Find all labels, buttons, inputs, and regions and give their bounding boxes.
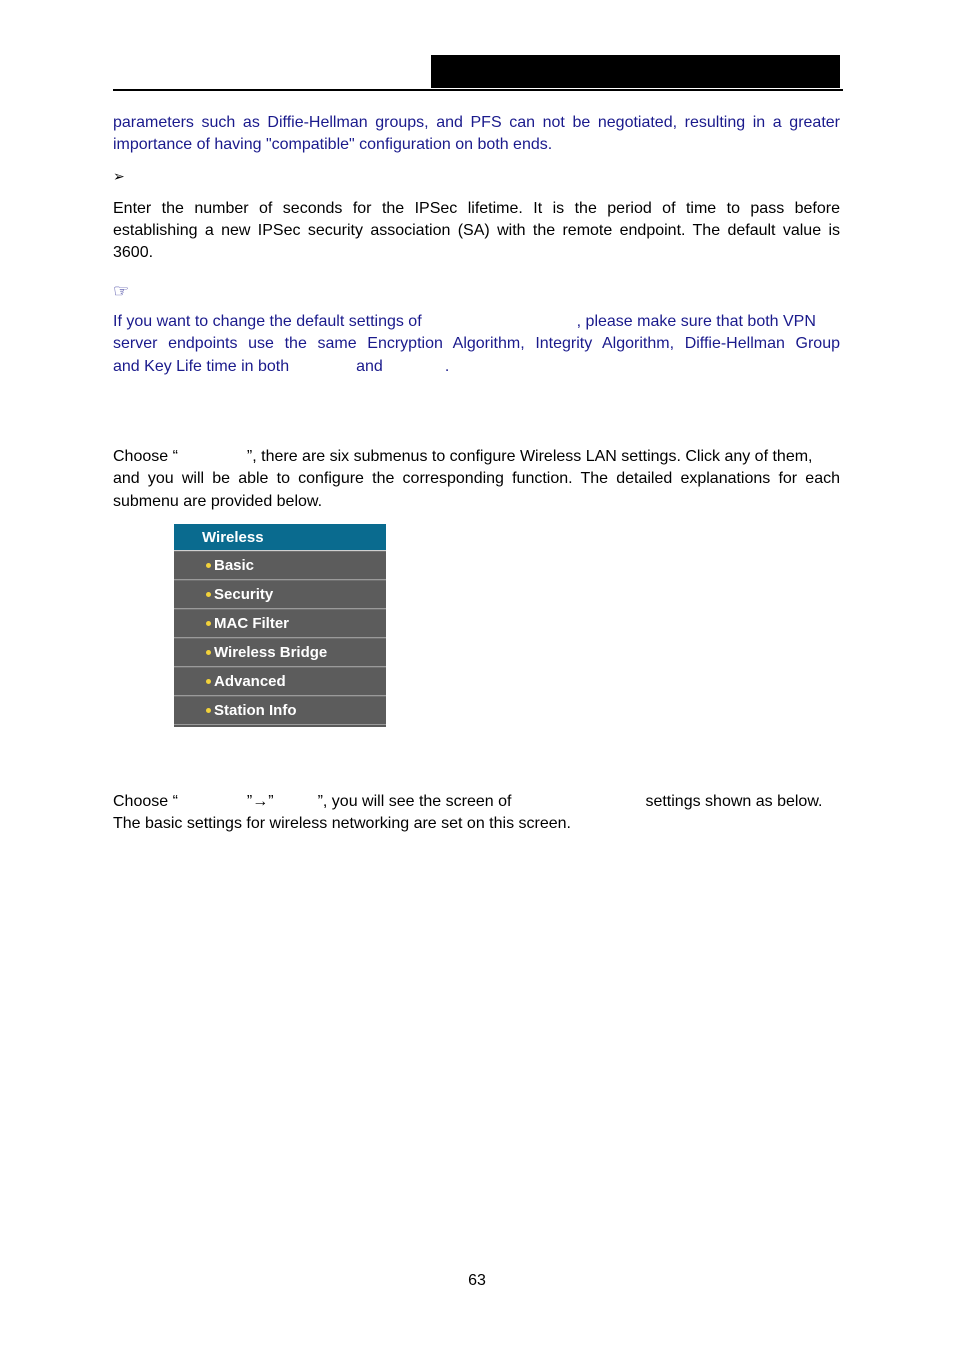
menu-item-wireless-bridge[interactable]: Wireless Bridge <box>174 638 386 667</box>
paragraph-4-line-2: The basic settings for wireless networking are set on this screen. <box>113 815 571 832</box>
bullet-icon: ➢ <box>113 168 125 184</box>
bullet-dot-icon <box>206 592 211 597</box>
menu-item-station-info[interactable]: Station Info <box>174 696 386 725</box>
bullet-dot-icon <box>206 708 211 713</box>
paragraph-4-line-1: Choose “ ”→” ”, you will see the screen of settings shown as below. <box>113 793 823 810</box>
menu-item-basic[interactable]: Basic <box>174 551 386 580</box>
paragraph-3-line-1: Choose “ ”, there are six submenus to configure Wireless LAN settings. Click any of them, <box>113 448 813 465</box>
paragraph-2-line-1: Enter the number of seconds for the IPSec lifetime. It is the period of time to pass before <box>113 200 840 217</box>
header-bar <box>431 55 840 88</box>
menu-item-advanced[interactable]: Advanced <box>174 667 386 696</box>
note-line-2: server endpoints use the same Encryption Algorithm, Integrity Algorithm, Diffie-Hellman Group <box>113 335 840 352</box>
paragraph-2-line-3: 3600. <box>113 244 154 261</box>
menu-item-security[interactable]: Security <box>174 580 386 609</box>
note-line-1: If you want to change the default settings of , please make sure that both VPN <box>113 313 816 330</box>
paragraph-3-line-2: and you will be able to configure the corresponding function. The detailed explanations for each <box>113 470 840 487</box>
header-rule <box>113 89 843 91</box>
paragraph-1-line-1: parameters such as Diffie-Hellman groups, and PFS can not be negotiated, resulting in a greater <box>113 114 840 131</box>
menu-header-wireless[interactable]: Wireless <box>174 524 386 551</box>
page-number: 63 <box>468 1272 486 1289</box>
paragraph-3-line-3: submenu are provided below. <box>113 493 323 510</box>
bullet-dot-icon <box>206 621 211 626</box>
note-line-3: and Key Life time in both and . <box>113 358 450 375</box>
paragraph-2-line-2: establishing a new IPSec security association (SA) with the remote endpoint. The default value is <box>113 222 840 239</box>
note-hand-icon: ☞ <box>113 281 130 301</box>
wireless-menu <box>174 524 386 727</box>
menu-item-mac-filter[interactable]: MAC Filter <box>174 609 386 638</box>
paragraph-1-line-2: importance of having "compatible" configuration on both ends. <box>113 136 553 153</box>
bullet-dot-icon <box>206 650 211 655</box>
bullet-dot-icon <box>206 679 211 684</box>
bullet-dot-icon <box>206 563 211 568</box>
arrow-right-icon: → <box>252 793 269 810</box>
